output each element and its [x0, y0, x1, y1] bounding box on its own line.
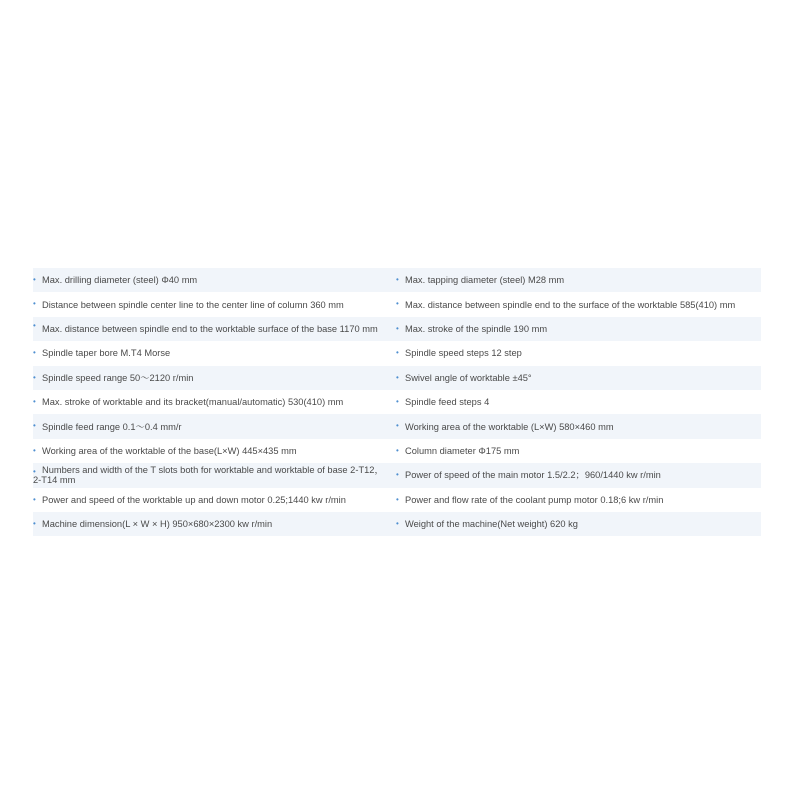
- spec-text: Power and flow rate of the coolant pump motor 0.18;6 kw r/min: [405, 494, 664, 505]
- spec-text: Power and speed of the worktable up and down motor 0.25;1440 kw r/min: [42, 494, 346, 505]
- spec-row: [33, 268, 761, 292]
- spec-cell: [33, 390, 396, 414]
- spec-cell: [396, 366, 761, 390]
- spec-text: Spindle speed range 50～2120 r/min: [42, 372, 194, 383]
- spec-text: Working area of the worktable (L×W) 580×460 mm: [405, 421, 614, 432]
- spec-text: Max. distance between spindle end to the surface of the worktable 585(410) mm: [405, 299, 736, 310]
- bullet-dot-icon: •: [33, 372, 36, 382]
- spec-row: [33, 390, 761, 414]
- bullet-dot-icon: •: [33, 396, 36, 406]
- spec-text: Max. drilling diameter (steel) Φ40 mm: [42, 275, 198, 286]
- spec-table: [33, 268, 761, 536]
- spec-cell: [33, 268, 396, 292]
- spec-text: Spindle feed range 0.1～0.4 mm/r: [42, 421, 182, 432]
- spec-cell: [33, 366, 396, 390]
- spec-cell: [396, 268, 761, 292]
- spec-text: Working area of the worktable of the base(L×W) 445×435 mm: [42, 445, 297, 456]
- spec-text: Column diameter Φ175 mm: [405, 445, 520, 456]
- spec-text: Numbers and width of the T slots both for worktable and worktable of base 2-T12，2-T14 mm: [33, 465, 384, 486]
- spec-text: Machine dimension(L × W × H) 950×680×2300 kw r/min: [42, 519, 273, 530]
- bullet-dot-icon: •: [396, 323, 399, 333]
- bullet-dot-icon: •: [33, 348, 36, 358]
- spec-row: [33, 488, 761, 512]
- spec-text: Weight of the machine(Net weight) 620 kg: [405, 519, 578, 530]
- spec-cell: [33, 488, 396, 512]
- bullet-dot-icon: •: [396, 299, 399, 309]
- spec-cell: [396, 317, 761, 341]
- bullet-dot-icon: •: [396, 470, 399, 480]
- spec-row: [33, 512, 761, 536]
- spec-cell: [396, 414, 761, 438]
- spec-row: [33, 292, 761, 316]
- spec-text: Swivel angle of worktable ±45°: [405, 372, 532, 383]
- spec-cell: [33, 292, 396, 316]
- bullet-dot-icon: •: [396, 518, 399, 528]
- spec-cell: [396, 488, 761, 512]
- spec-text: Distance between spindle center line to the center line of column 360 mm: [42, 299, 344, 310]
- spec-text: Max. stroke of worktable and its bracket(manual/automatic) 530(410) mm: [42, 397, 344, 408]
- spec-cell: [33, 463, 396, 487]
- spec-text: Max. distance between spindle end to the worktable surface of the base 1170 mm: [42, 323, 378, 334]
- bullet-dot-icon: •: [396, 348, 399, 358]
- bullet-dot-icon: •: [396, 494, 399, 504]
- spec-cell: [33, 512, 396, 536]
- spec-row: [33, 414, 761, 438]
- spec-cell: [33, 439, 396, 463]
- spec-cell: [396, 463, 761, 487]
- spec-text: Spindle taper bore M.T4 Morse: [42, 348, 171, 359]
- spec-row: [33, 439, 761, 463]
- bullet-dot-icon: •: [396, 275, 399, 284]
- bullet-dot-icon: •: [33, 494, 36, 504]
- spec-row: [33, 463, 761, 487]
- spec-text: Spindle speed steps 12 step: [405, 348, 522, 359]
- bullet-dot-icon: •: [33, 421, 36, 431]
- bullet-dot-icon: •: [33, 320, 36, 330]
- spec-text: Max. tapping diameter (steel) M28 mm: [405, 275, 565, 286]
- bullet-dot-icon: •: [33, 275, 36, 284]
- spec-cell: [33, 414, 396, 438]
- spec-text: Spindle feed steps 4: [405, 397, 490, 408]
- spec-cell: [396, 512, 761, 536]
- bullet-dot-icon: •: [33, 518, 36, 528]
- spec-text: Max. stroke of the spindle 190 mm: [405, 323, 548, 334]
- bullet-dot-icon: •: [396, 396, 399, 406]
- spec-cell: [396, 439, 761, 463]
- bullet-dot-icon: •: [396, 421, 399, 431]
- bullet-dot-icon: •: [33, 299, 36, 309]
- bullet-dot-icon: •: [396, 372, 399, 382]
- spec-row: [33, 366, 761, 390]
- spec-cell: [396, 341, 761, 365]
- spec-cell: [33, 317, 396, 341]
- spec-cell: [33, 341, 396, 365]
- spec-text: Power of speed of the main motor 1.5/2.2；960/1440 kw r/min: [405, 470, 661, 481]
- spec-row: [33, 341, 761, 365]
- bullet-dot-icon: •: [396, 445, 399, 455]
- bullet-dot-icon: •: [33, 445, 36, 455]
- spec-cell: [396, 292, 761, 316]
- spec-cell: [396, 390, 761, 414]
- bullet-dot-icon: •: [33, 467, 36, 477]
- spec-row: [33, 317, 761, 341]
